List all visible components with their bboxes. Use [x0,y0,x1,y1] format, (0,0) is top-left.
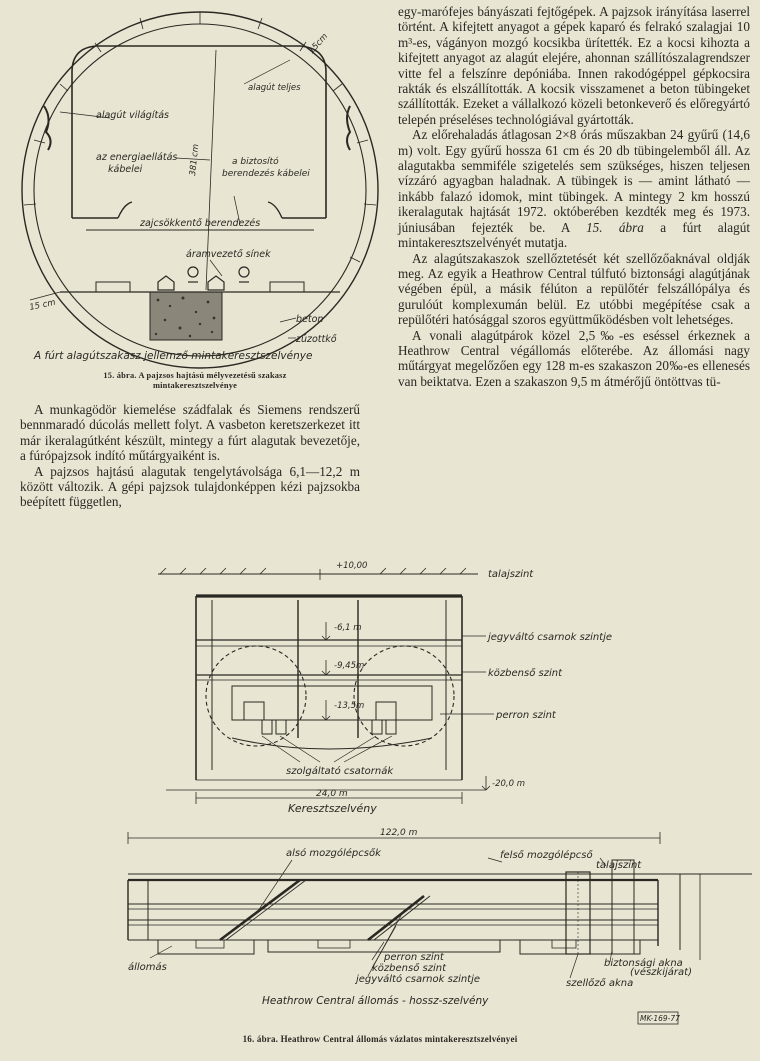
fig16-label-kereszt: Keresztszelvény [288,802,377,815]
fig16-label-felso-mozgo: felső mozgólépcső [500,850,593,861]
fig16-label-allomas: állomás [128,962,167,973]
right-paragraph-3: Az alagútszakaszok szellőztetését két szellőzőaknával oldják meg. Az egyik a Heathrow Central túlfutó biztonsági alagútjának végében épül, a másik félúton a repülőtér felszállópálya és gurulóút komplexumán belül. Ez utóbbi megépítése csak a repülőtéri hatósággal szoros együttműködésben volt lehetséges. [398,250,750,328]
fig16-label-kozbenso2: közbenső szint [372,963,446,974]
fig16-label-szellozo: szellőző akna [566,978,634,989]
right-paragraph-2-end: a fúrt alagút mintakeresztszelvényét mutatja. [398,219,750,251]
figure-reference: 15. ábra [586,219,644,235]
right-column-text [398,4,750,389]
fig16-label-biztonsagi: biztonsági akna [604,958,683,969]
fig16-label-veszkijarat: (vészkijárat) [630,967,692,978]
fig16-label-elev-20: -20,0 m [492,779,525,789]
right-paragraph-2 [398,127,750,250]
left-column-text [20,402,360,510]
fig16-label-perron2: perron szint [384,952,444,963]
fig15-label-beton: beton [296,314,324,325]
fig15-caption-line2: mintakeresztszelvénye [152,381,238,390]
fig15-label-energiaellatas: az energiaellátás [96,152,178,163]
left-paragraph-1: A munkagödör kiemelése szádfalak és Siemens rendszerű bennmaradó dúcolás mellett folyt. A vasbeton keretszerkezet itt már ikeralagútként készült, mintegy a fúrt alagutak bevezetője, a fúrópajzsok indító műtárgyaiként is. [20,402,360,464]
right-paragraph-4: A vonali alagútpárok közel 2,5‰-es eséssel érkeznek a Heathrow Central végállomás előterébe. Az állomási nagy műtárgyat megelőzően egy 128 m-es szakaszon 20‰-es ellenesés van beiktatva. Ezen a szakaszon 9,5 m átmérőjű öntöttvas tü- [398,327,750,389]
fig15-caption [50,371,340,391]
fig16-label-length-122: 122,0 m [380,828,418,838]
fig15-label-vilagitas: alagút világítás [96,110,169,121]
fig16-label-jegyvalto2: jegyváltó csarnok szintje [356,974,481,985]
right-paragraph-1: egy-marófejes bányászati fejtőgépek. A pajzsok irányítása laserrel történt. A kifejtett anyagot a gépek kaparó és felrakó szalagjai 10 m³-es, vágányon mozgó kocsikba ürítették. Ez a kocsi kihozta a kifejtett anyagot az alagút elejére, ahonnan szállítószalagrendszer vitte fel a felszínre depóniába. Innen rakodógéppel gépkocsira rakták és elszállították. A kocsik visszamenet a beton tübingeket szállították. Ezeket a vállalkozó közeli betonkeverő és előregyártó telepén préseléses technológiával gyártották. [398,4,750,127]
fig15-label-15cm-top: 15cm [306,31,331,57]
fig16-label-perron: perron szint [496,710,556,721]
fig16-label-also-mozgo: alsó mozgólépcsők [286,848,381,859]
fig16-label-elev-135: -13,5m [334,701,365,711]
fig15-label-zuzottko: zúzottkő [296,334,337,345]
fig15-label-aramvezeto: áramvezető sínek [186,249,271,260]
fig15-subtitle: A fúrt alagútszakasz jellemző mintakeresztszelvénye [34,350,313,362]
fig16-label-jegyvalto: jegyváltó csarnok szintje [488,632,613,643]
fig15-label-15cm-left: 15 cm [28,297,57,313]
fig16-label-szolgaltato: szolgáltató csatornák [286,766,394,777]
fig16-label-elev-945: -9,45m [334,661,365,671]
fig16-caption: 16. ábra. Heathrow Central állomás vázlatos mintakeresztszelvényei [242,1034,518,1044]
left-paragraph-2: A pajzsos hajtású alagutak tengelytávolsága 6,1—12,2 m között változik. A gépi pajzsok tulajdonképpen kézi pajzsokba beépített független, [20,463,360,510]
fig16-label-talajszint: talajszint [488,569,534,580]
fig16-label-elev-10: +10,00 [336,561,368,571]
tunnel-lining-shape [72,46,326,218]
fig15-label-biztosito: a biztosító [232,157,279,167]
right-paragraph-2-text: Az előrehaladás átlagosan 2×8 órás műszakban 24 gyűrű (14,6 m) volt. Egy gyűrű hossza 61 cm és 20 db tübingelemből áll. Az alagutakba semmiféle szigetelés sem szükséges, hiszen teljesen vízzáró agyagban haladnak. A tübingek is — amint látható — inkább falazó idomok, mint tübingek. A mintegy 2 km hosszú ikeralagutak hajtását 1972. októberében kezdték meg és 1973. júniusában fejezték be. A [398,127,750,235]
fig15-label-kabelei: kábelei [108,164,143,175]
fig16-label-talajszint2: talajszint [596,860,642,871]
fig15-label-381cm: 381 cm [188,143,202,177]
fig15-label-berendezes-kabelei: berendezés kábelei [222,169,310,179]
fig16-label-width-24: 24,0 m [316,789,348,799]
fig15-label-zajcsokkento: zajcsökkentő berendezés [140,218,261,229]
fig15-caption-line1: 15. ábra. A pajzsos hajtású mélyvezetésű szakasz [103,371,287,380]
fig16-label-hossz: Heathrow Central állomás - hossz-szelvény [262,995,489,1007]
fig16-stamp: MK-169-77 [640,1014,680,1023]
fig16-label-kozbenso: közbenső szint [488,668,562,679]
fig16-label-elev-61: -6,1 m [334,623,362,633]
fig15-label-alagut-teljes: alagút teljes [248,83,301,93]
